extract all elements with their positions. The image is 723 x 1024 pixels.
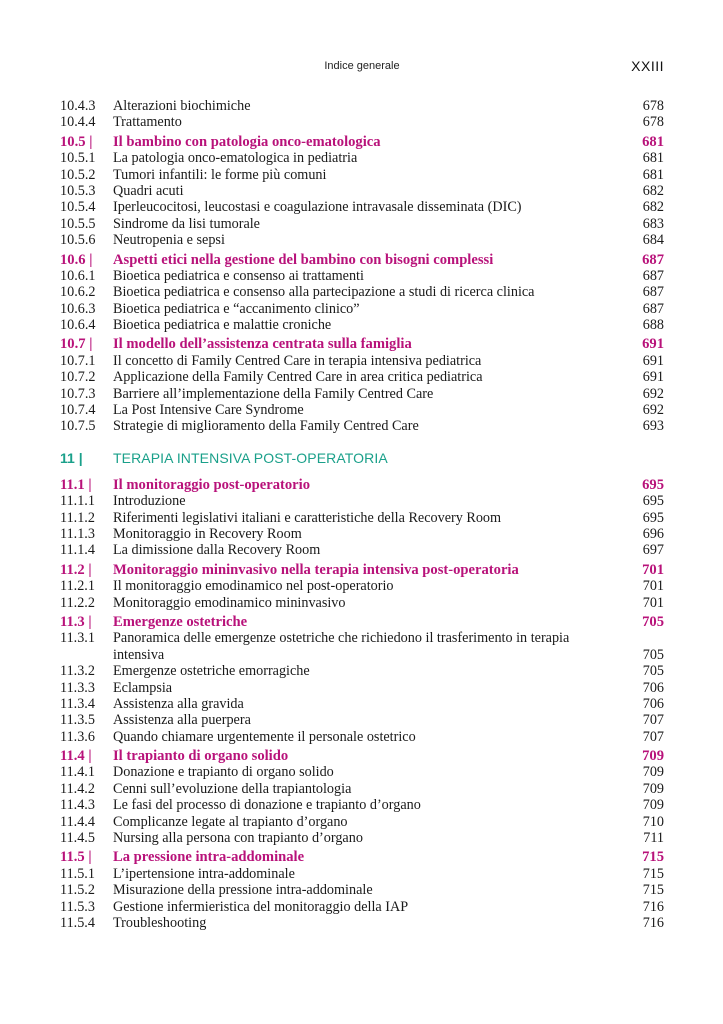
entry-page: 697 xyxy=(642,542,664,559)
entry-page: 683 xyxy=(642,215,664,232)
toc-section-entry[interactable] xyxy=(60,134,664,150)
entry-number: 10.7.3 xyxy=(60,385,96,402)
table-of-contents xyxy=(60,98,664,931)
entry-page: 709 xyxy=(642,797,664,814)
entry-page: 681 xyxy=(642,133,664,150)
toc-entry[interactable] xyxy=(60,493,664,509)
entry-number: 11.4.3 xyxy=(60,797,95,814)
entry-page: 687 xyxy=(642,300,664,317)
chapter-heading[interactable] xyxy=(60,449,664,467)
toc-entry[interactable] xyxy=(60,663,664,679)
entry-number: 10.7.5 xyxy=(60,418,96,435)
entry-number: 10.5.6 xyxy=(60,232,96,249)
entry-number: 10.7.1 xyxy=(60,352,96,369)
toc-entry[interactable] xyxy=(60,114,664,130)
entry-title: Quadri acuti xyxy=(113,182,184,199)
toc-entry[interactable] xyxy=(60,301,664,317)
entry-page: 678 xyxy=(642,114,664,131)
entry-title: Monitoraggio emodinamico mininvasivo xyxy=(113,594,346,611)
entry-title: Misurazione della pressione intra-addominale xyxy=(113,882,373,899)
entry-page: 691 xyxy=(642,336,664,353)
entry-page: 681 xyxy=(642,166,664,183)
toc-entry[interactable] xyxy=(60,418,664,434)
entry-title: Assistenza alla puerpera xyxy=(113,712,251,729)
toc-entry[interactable] xyxy=(60,284,664,300)
entry-number: 10.7.4 xyxy=(60,402,96,419)
toc-entry[interactable] xyxy=(60,98,664,114)
entry-number: 11.3.1 xyxy=(60,630,95,647)
entry-title: Panoramica delle emergenze ostetriche che richiedono il trasferimento in terapia intensiva xyxy=(113,630,570,663)
toc-entry[interactable] xyxy=(60,729,664,745)
entry-title: La patologia onco-ematologica in pediatria xyxy=(113,150,358,167)
entry-title: Complicanze legate al trapianto d’organo xyxy=(113,813,348,830)
toc-entry[interactable] xyxy=(60,232,664,248)
toc-section-entry[interactable] xyxy=(60,562,664,578)
entry-title: Monitoraggio in Recovery Room xyxy=(113,525,302,542)
entry-title: Donazione e trapianto di organo solido xyxy=(113,764,334,781)
toc-entry[interactable] xyxy=(60,866,664,882)
toc-entry[interactable] xyxy=(60,712,664,728)
entry-title: Tumori infantili: le forme più comuni xyxy=(113,166,327,183)
entry-title: Emergenze ostetriche xyxy=(113,613,248,630)
header-page-number: XXIII xyxy=(631,58,664,74)
toc-entry[interactable] xyxy=(60,781,664,797)
entry-number: 11.4 | xyxy=(60,748,92,765)
toc-entry[interactable] xyxy=(60,595,664,611)
entry-title: Iperleucocitosi, leucostasi e coagulazione intravasale disseminata (DIC) xyxy=(113,199,522,216)
entry-number: 11.5.4 xyxy=(60,915,95,931)
entry-number: 10.5.1 xyxy=(60,150,96,167)
entry-page: 716 xyxy=(642,915,664,931)
entry-title: Bioetica pediatrica e malattie croniche xyxy=(113,317,332,334)
running-header xyxy=(60,58,664,78)
entry-page: 695 xyxy=(642,476,664,493)
entry-page: 715 xyxy=(642,882,664,899)
entry-page: 709 xyxy=(642,764,664,781)
entry-number: 11.1.1 xyxy=(60,493,95,510)
entry-page: 687 xyxy=(642,251,664,268)
entry-number: 11.3.2 xyxy=(60,663,95,680)
toc-entry[interactable] xyxy=(60,797,664,813)
entry-page: 709 xyxy=(642,780,664,797)
entry-number: 11.1 | xyxy=(60,476,92,493)
entry-number: 10.7.2 xyxy=(60,369,96,386)
entry-title: Aspetti etici nella gestione del bambino con bisogni complessi xyxy=(113,251,494,268)
toc-entry[interactable] xyxy=(60,167,664,183)
entry-title: Trattamento xyxy=(113,114,182,131)
entry-page: 684 xyxy=(642,232,664,249)
entry-number: 11.1.4 xyxy=(60,542,95,559)
entry-number: 11.2.1 xyxy=(60,578,95,595)
entry-title: La dimissione dalla Recovery Room xyxy=(113,542,321,559)
entry-number: 10.6.4 xyxy=(60,317,96,334)
entry-page: 678 xyxy=(642,98,664,114)
entry-page: 696 xyxy=(642,525,664,542)
entry-number: 10.7 | xyxy=(60,336,93,353)
entry-title: Il monitoraggio post-operatorio xyxy=(113,476,310,493)
entry-number: 10.6.1 xyxy=(60,267,96,284)
toc-entry[interactable] xyxy=(60,268,664,284)
entry-page: 691 xyxy=(642,369,664,386)
toc-section-entry[interactable] xyxy=(60,748,664,764)
toc-part-chapter-11 xyxy=(60,477,664,932)
entry-number: 11.2.2 xyxy=(60,594,95,611)
toc-entry[interactable] xyxy=(60,814,664,830)
entry-title: Nursing alla persona con trapianto d’organo xyxy=(113,830,363,847)
entry-page: 682 xyxy=(642,199,664,216)
entry-page: 706 xyxy=(642,679,664,696)
toc-entry[interactable] xyxy=(60,386,664,402)
entry-number: 10.6 | xyxy=(60,251,93,268)
entry-page: 706 xyxy=(642,695,664,712)
entry-page: 716 xyxy=(642,898,664,915)
entry-page: 692 xyxy=(642,385,664,402)
toc-entry[interactable] xyxy=(60,183,664,199)
toc-entry[interactable] xyxy=(60,915,664,931)
toc-entry[interactable] xyxy=(60,630,664,663)
entry-title: Emergenze ostetriche emorragiche xyxy=(113,663,310,680)
toc-part-chapter-10 xyxy=(60,98,664,435)
entry-title: Gestione infermieristica del monitoraggio della IAP xyxy=(113,898,409,915)
entry-number: 11.1.3 xyxy=(60,525,95,542)
entry-title: Quando chiamare urgentemente il personale ostetrico xyxy=(113,728,416,745)
entry-number: 11.3.5 xyxy=(60,712,95,729)
entry-number: 11.3.4 xyxy=(60,695,95,712)
entry-number: 10.5.5 xyxy=(60,215,96,232)
entry-number: 11.4.4 xyxy=(60,813,95,830)
toc-entry[interactable] xyxy=(60,317,664,333)
toc-entry[interactable] xyxy=(60,578,664,594)
toc-entry[interactable] xyxy=(60,402,664,418)
toc-section-entry[interactable] xyxy=(60,849,664,865)
chapter-number: 11 | xyxy=(60,449,83,466)
entry-page: 701 xyxy=(642,578,664,595)
toc-entry[interactable] xyxy=(60,764,664,780)
toc-section-entry[interactable] xyxy=(60,336,664,352)
entry-title: Il trapianto di organo solido xyxy=(113,748,289,765)
entry-number: 11.5.1 xyxy=(60,865,95,882)
entry-title: Introduzione xyxy=(113,493,186,510)
entry-title: Riferimenti legislativi italiani e caratteristiche della Recovery Room xyxy=(113,509,502,526)
entry-title: Bioetica pediatrica e “accanimento clinico” xyxy=(113,300,360,317)
entry-page: 687 xyxy=(642,267,664,284)
entry-number: 10.5.2 xyxy=(60,166,96,183)
entry-number: 11.2 | xyxy=(60,561,92,578)
entry-title: Assistenza alla gravida xyxy=(113,695,244,712)
toc-entry[interactable] xyxy=(60,369,664,385)
entry-page: 681 xyxy=(642,150,664,167)
toc-entry[interactable] xyxy=(60,542,664,558)
entry-title: Il monitoraggio emodinamico nel post-operatorio xyxy=(113,578,394,595)
entry-page: 682 xyxy=(642,182,664,199)
entry-number: 11.3.3 xyxy=(60,679,95,696)
toc-entry[interactable] xyxy=(60,680,664,696)
header-title: Indice generale xyxy=(324,60,400,72)
entry-title: La pressione intra-addominale xyxy=(113,849,305,866)
entry-page: 709 xyxy=(642,748,664,765)
toc-entry[interactable] xyxy=(60,830,664,846)
entry-page: 701 xyxy=(642,561,664,578)
toc-section-entry[interactable] xyxy=(60,252,664,268)
entry-page: 688 xyxy=(642,317,664,334)
entry-title: Strategie di miglioramento della Family Centred Care xyxy=(113,418,419,435)
entry-title: Il modello dell’assistenza centrata sulla famiglia xyxy=(113,336,412,353)
entry-title: Il bambino con patologia onco-ematologica xyxy=(113,133,381,150)
entry-page: 711 xyxy=(643,830,664,847)
entry-number: 11.5.3 xyxy=(60,898,95,915)
entry-title: L’ipertensione intra-addominale xyxy=(113,865,295,882)
entry-title: Applicazione della Family Centred Care in area critica pediatrica xyxy=(113,369,483,386)
toc-entry[interactable] xyxy=(60,216,664,232)
entry-page: 707 xyxy=(642,712,664,729)
entry-title: Neutropenia e sepsi xyxy=(113,232,225,249)
entry-page: 701 xyxy=(642,594,664,611)
chapter-title: TERAPIA INTENSIVA POST-OPERATORIA xyxy=(113,449,388,466)
entry-number: 10.5.4 xyxy=(60,199,96,216)
toc-entry[interactable] xyxy=(60,150,664,166)
entry-page: 705 xyxy=(642,646,664,663)
entry-number: 11.5 | xyxy=(60,849,92,866)
entry-page: 693 xyxy=(642,418,664,435)
entry-title: Barriere all’implementazione della Family Centred Care xyxy=(113,385,434,402)
toc-entry[interactable] xyxy=(60,899,664,915)
entry-number: 10.6.2 xyxy=(60,284,96,301)
entry-title: Bioetica pediatrica e consenso alla partecipazione a studi di ricerca clinica xyxy=(113,284,535,301)
entry-page: 695 xyxy=(642,509,664,526)
entry-title: Eclampsia xyxy=(113,679,173,696)
toc-section-entry[interactable] xyxy=(60,477,664,493)
entry-title: Alterazioni biochimiche xyxy=(113,98,251,114)
toc-entry[interactable] xyxy=(60,353,664,369)
entry-title: Cenni sull’evoluzione della trapiantologia xyxy=(113,780,352,797)
toc-entry[interactable] xyxy=(60,199,664,215)
entry-page: 705 xyxy=(642,663,664,680)
entry-number: 11.4.5 xyxy=(60,830,95,847)
entry-number: 10.6.3 xyxy=(60,300,96,317)
entry-number: 11.3 | xyxy=(60,613,92,630)
toc-entry[interactable] xyxy=(60,510,664,526)
toc-section-entry[interactable] xyxy=(60,614,664,630)
entry-number: 10.5 | xyxy=(60,133,93,150)
entry-title: Monitoraggio mininvasivo nella terapia intensiva post-operatoria xyxy=(113,561,519,578)
entry-number: 11.5.2 xyxy=(60,882,95,899)
toc-entry[interactable] xyxy=(60,696,664,712)
entry-number: 11.4.1 xyxy=(60,764,95,781)
entry-number: 11.3.6 xyxy=(60,728,95,745)
entry-title: Le fasi del processo di donazione e trapianto d’organo xyxy=(113,797,421,814)
entry-title: La Post Intensive Care Syndrome xyxy=(113,402,304,419)
entry-page: 715 xyxy=(642,849,664,866)
entry-page: 695 xyxy=(642,493,664,510)
entry-title: Il concetto di Family Centred Care in terapia intensiva pediatrica xyxy=(113,352,482,369)
entry-title: Troubleshooting xyxy=(113,915,207,931)
toc-entry[interactable] xyxy=(60,526,664,542)
entry-title: Sindrome da lisi tumorale xyxy=(113,215,260,232)
entry-page: 707 xyxy=(642,728,664,745)
entry-page: 691 xyxy=(642,352,664,369)
entry-title: Bioetica pediatrica e consenso ai trattamenti xyxy=(113,267,364,284)
entry-number: 10.4.3 xyxy=(60,98,96,114)
entry-page: 705 xyxy=(642,613,664,630)
entry-number: 11.1.2 xyxy=(60,509,95,526)
entry-page: 710 xyxy=(642,813,664,830)
entry-page: 692 xyxy=(642,402,664,419)
toc-entry[interactable] xyxy=(60,882,664,898)
entry-page: 687 xyxy=(642,284,664,301)
entry-number: 10.4.4 xyxy=(60,114,96,131)
entry-page: 715 xyxy=(642,865,664,882)
entry-number: 10.5.3 xyxy=(60,182,96,199)
entry-number: 11.4.2 xyxy=(60,780,95,797)
